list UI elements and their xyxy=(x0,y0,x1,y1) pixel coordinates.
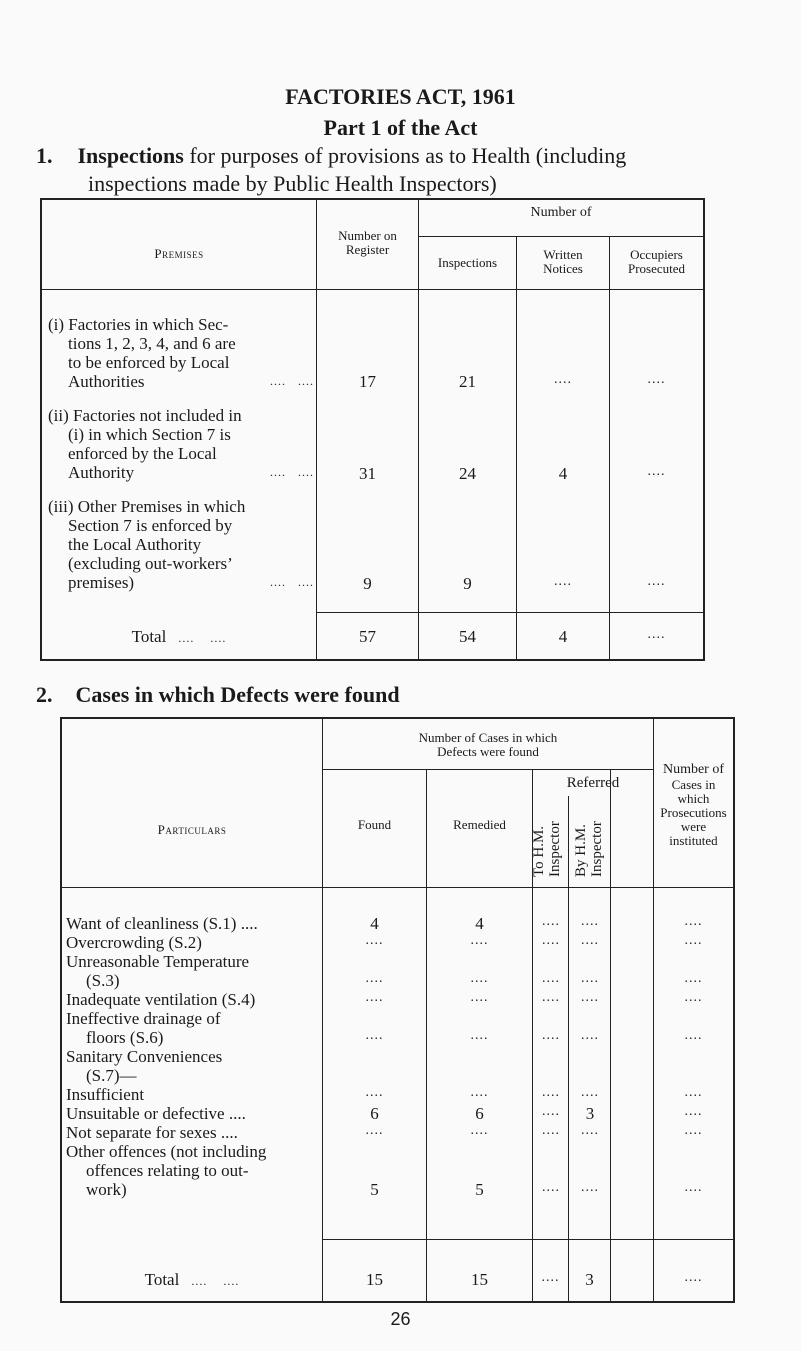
table1-row-1-label: (i) Factories in which Sec- tions 1, 2, 3, 4, and 6 are to be enforced by Local Authorities .... .... xyxy=(48,315,314,391)
particulars-header: Particulars xyxy=(157,822,227,837)
total-remedied: 15 xyxy=(471,1270,488,1289)
defect-row-9a: Other offences (not including xyxy=(66,1142,267,1161)
number-of-header: Number of xyxy=(530,205,592,220)
total-prosecutions: .... xyxy=(684,1270,703,1285)
table1-row-3-label: (iii) Other Premises in which Section 7 is enforced by the Local Authority (excluding out-workers’ premises) .... .... xyxy=(48,497,314,592)
number-cases-header: Number of Cases in which Defects were found xyxy=(418,730,558,759)
premises-header: Premises xyxy=(154,246,204,261)
table2-particulars xyxy=(66,914,321,1199)
prosecutions-header: Number of Cases in which Prosecutions were instituted xyxy=(660,762,727,848)
row2-occupiers: .... xyxy=(647,464,666,479)
total-inspections: 54 xyxy=(459,627,476,646)
total-to-hm: .... xyxy=(541,1270,560,1285)
row1-occupiers: .... xyxy=(647,372,666,387)
defect-row-4: Inadequate ventilation (S.4) xyxy=(66,990,256,1009)
defect-row-8: Not separate for sexes .... xyxy=(66,1123,238,1142)
section1-heading xyxy=(36,143,626,169)
defect-row-3a: Unreasonable Temperature xyxy=(66,952,250,971)
row3-register: 9 xyxy=(363,574,372,593)
row3-written: .... xyxy=(554,574,572,589)
section2-title: Cases in which Defects were found xyxy=(75,682,400,707)
row2-inspections: 24 xyxy=(459,464,476,483)
total-occupiers: .... xyxy=(647,627,666,642)
row2-written: 4 xyxy=(558,464,568,483)
inspections-header: Inspections xyxy=(437,255,498,270)
total-written: 4 xyxy=(558,627,568,646)
defect-row-1: Want of cleanliness (S.1) .... xyxy=(66,914,258,933)
remedied-header: Remedied xyxy=(453,817,506,832)
defect-row-6c: Insufficient xyxy=(66,1085,145,1104)
defect-row-7: Unsuitable or defective .... xyxy=(66,1104,246,1123)
defect-row-2: Overcrowding (S.2) xyxy=(66,933,202,952)
defect-row-5a: Ineffective drainage of xyxy=(66,1009,221,1028)
written-notices-header: Written Notices xyxy=(543,247,583,276)
defect-row-9b: offences relating to out- xyxy=(86,1161,249,1180)
row3-inspections: 9 xyxy=(463,574,472,593)
total-register: 57 xyxy=(359,627,376,646)
register-header: Number on Register xyxy=(338,228,397,257)
found-header: Found xyxy=(357,817,392,832)
row1-register: 17 xyxy=(359,372,376,391)
to-hm-inspector-header: To H.M. Inspector xyxy=(531,821,563,877)
defect-row-5b: floors (S.6) xyxy=(86,1028,164,1047)
row1-inspections: 21 xyxy=(459,372,476,391)
occupiers-prosecuted-header: Occupiers Prosecuted xyxy=(627,247,686,276)
row1-written: .... xyxy=(554,372,572,387)
referred-header: Referred xyxy=(566,775,620,791)
section1-title-line2: inspections made by Public Health Inspectors) xyxy=(88,171,497,196)
table1-row-2-label: (ii) Factories not included in (i) in which Section 7 is enforced by the Local Authority .... .... xyxy=(48,406,314,482)
table1-total-label: Total .... .... xyxy=(131,627,227,646)
part-title: Part 1 of the Act xyxy=(323,115,478,140)
row3-occupiers: .... xyxy=(647,574,666,589)
act-title: FACTORIES ACT, 1961 xyxy=(285,84,516,109)
by-hm-inspector-header: By H.M. Inspector xyxy=(573,821,605,877)
defect-row-6a: Sanitary Conveniences xyxy=(66,1047,223,1066)
total-by-hm: 3 xyxy=(585,1270,594,1289)
section1-number: 1. xyxy=(36,143,53,168)
defect-row-6b: (S.7)— xyxy=(86,1066,137,1085)
defect-row-9c: work) xyxy=(86,1180,127,1199)
section1-title-bold: Inspections xyxy=(77,143,184,168)
defect-row-3b: (S.3) xyxy=(86,971,120,990)
section1-title-rest: for purposes of provisions as to Health (including xyxy=(189,143,627,168)
row2-register: 31 xyxy=(359,464,376,483)
table2-total-label: Total .... .... xyxy=(144,1270,240,1289)
section2-number: 2. xyxy=(36,682,53,707)
page-number: 26 xyxy=(390,1309,411,1329)
total-found: 15 xyxy=(366,1270,383,1289)
section2-heading xyxy=(36,682,400,708)
